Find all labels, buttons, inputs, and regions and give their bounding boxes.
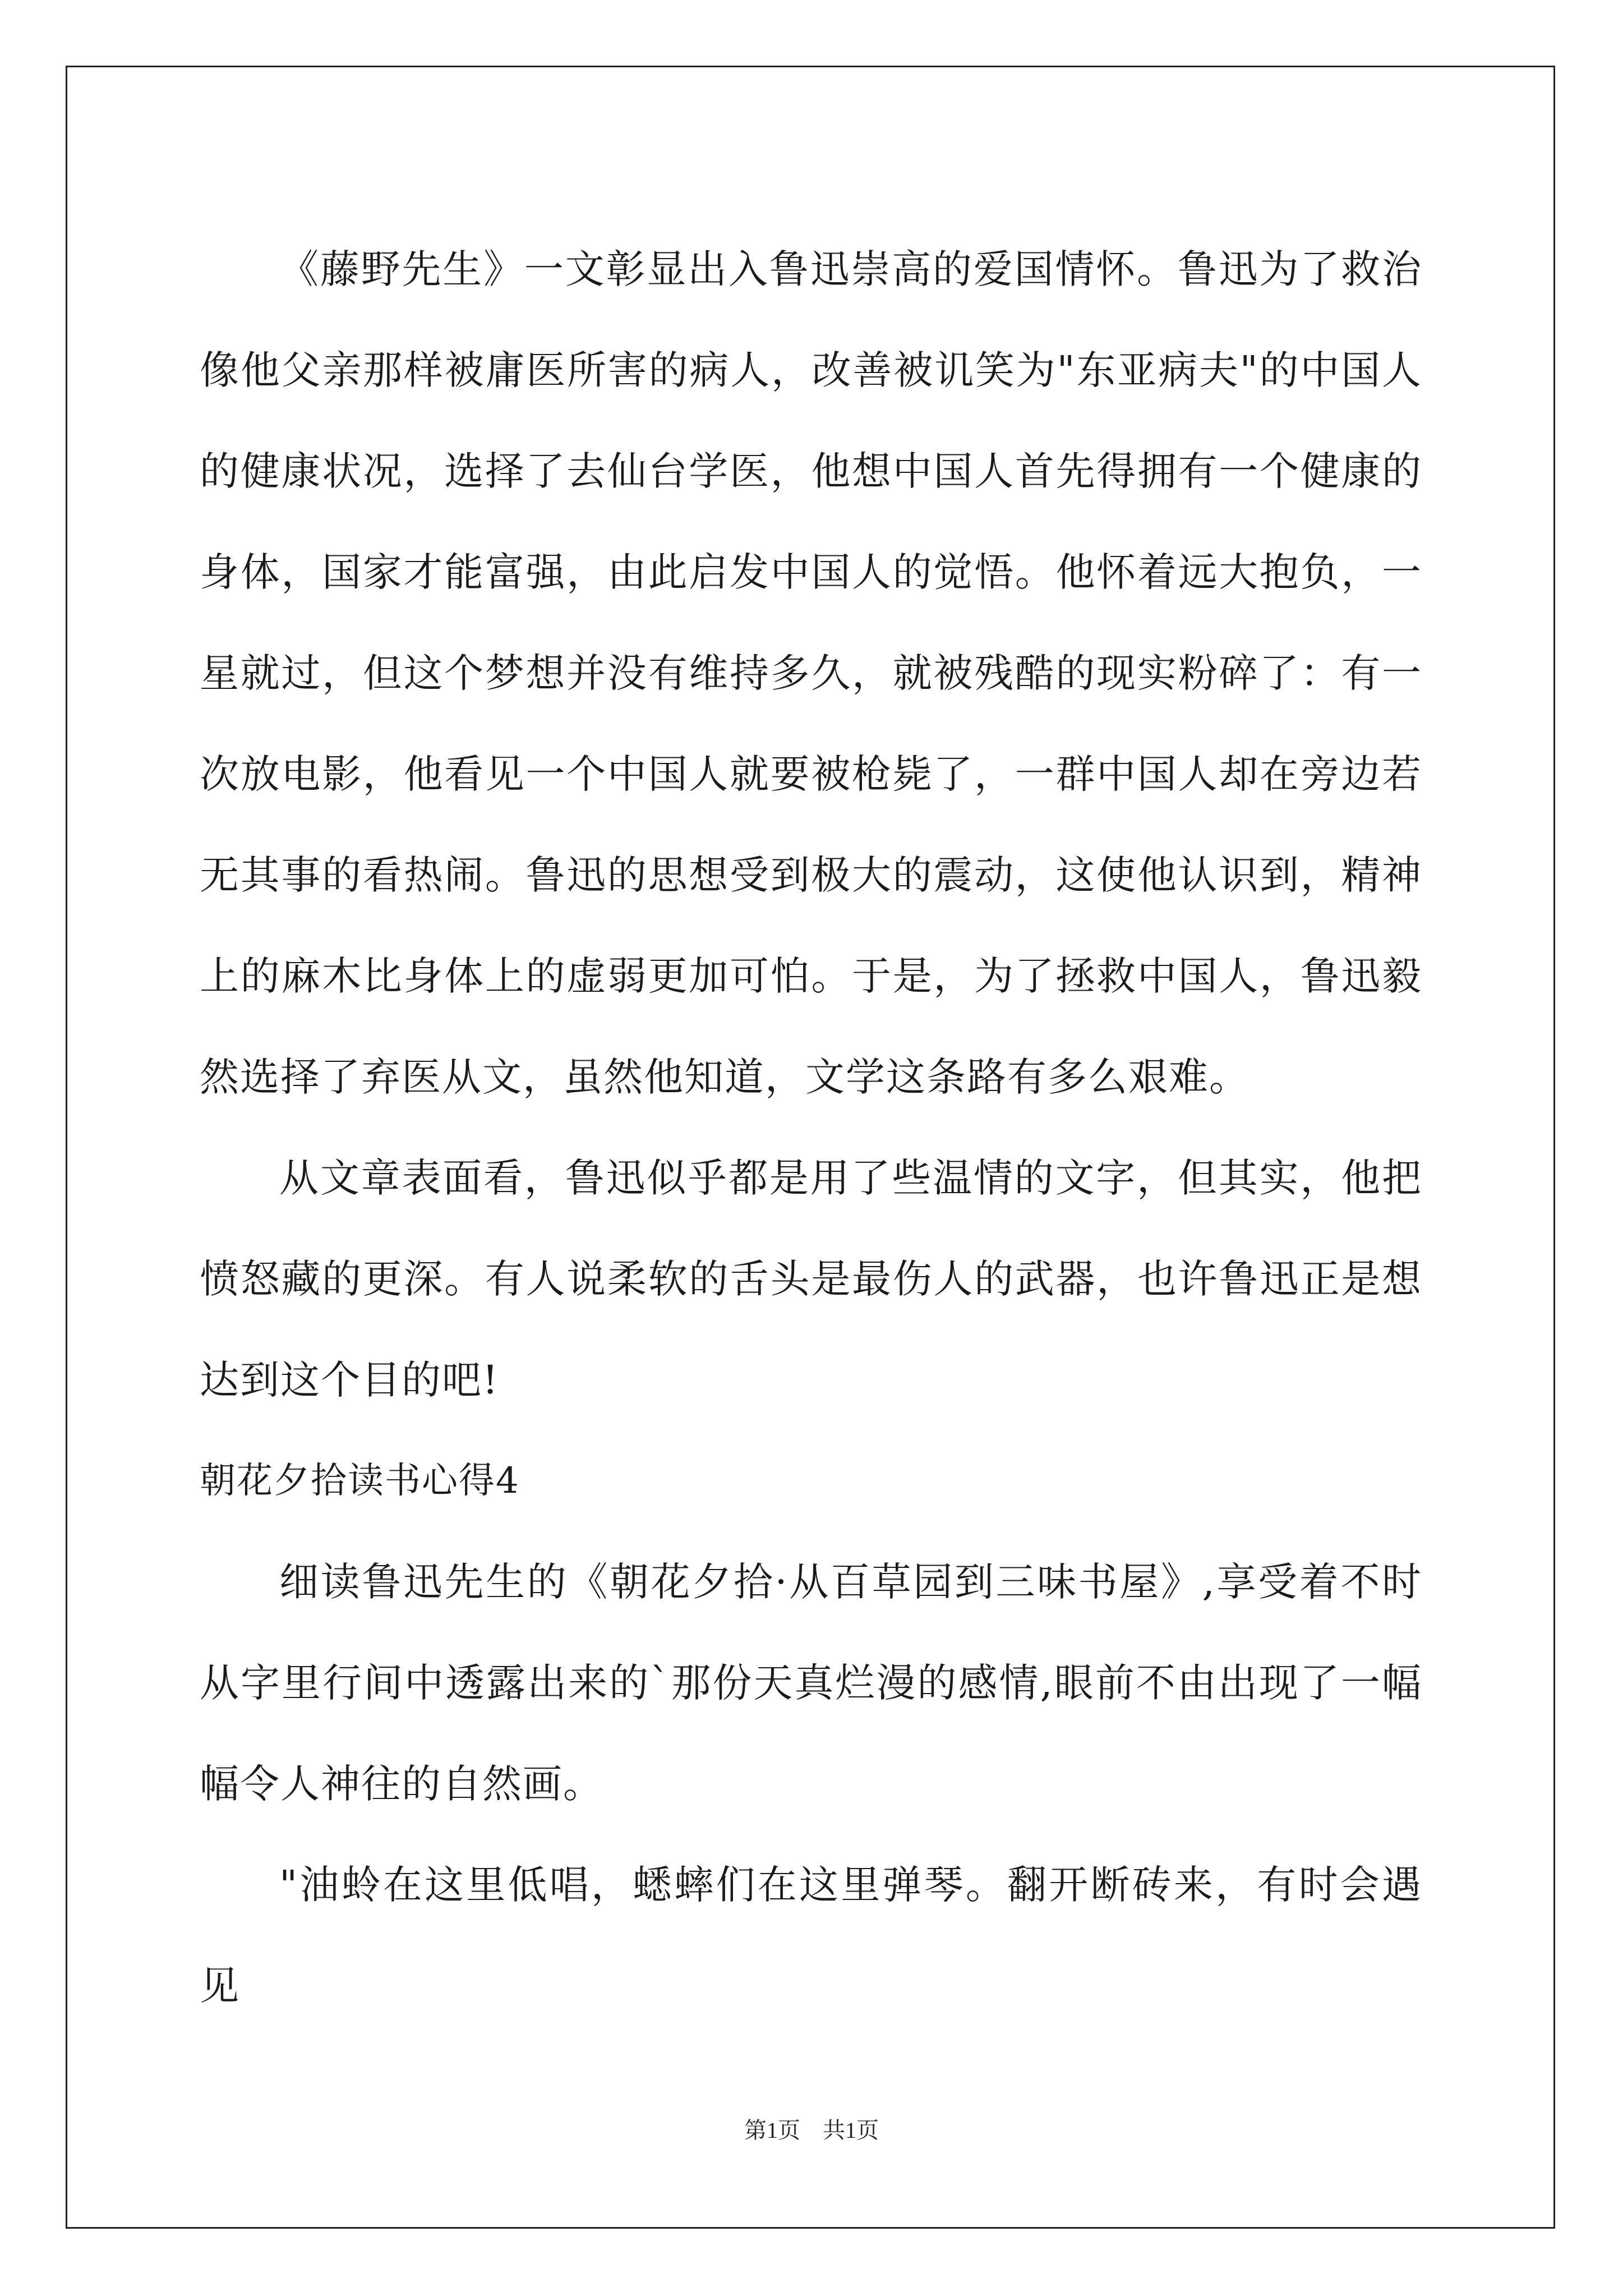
paragraph-1: 《藤野先生》一文彰显出入鲁迅崇高的爱国情怀。鲁迅为了救治像他父亲那样被庸医所害的病人，改善被讥笑为"东亚病夫"的中国人的健康状况，选择了去仙台学医，他想中国人首先得拥有一个健康的身体，国家才能富强，由此启发中国人的觉悟。他怀着远大抱负，一星就过，但这个梦想并没有维持多久，就被残酷的现实粉碎了：有一次放电影，他看见一个中国人就要被枪毙了，一群中国人却在旁边若无其事的看热闹。鲁迅的思想受到极大的震动，这使他认识到，精神上的麻木比身体上的虚弱更加可怕。于是，为了拯救中国人，鲁迅毅然选择了弃医从文，虽然他知道，文学这条路有多么艰难。 <box>200 246 1422 1100</box>
document-body <box>200 219 1422 2036</box>
page-number-footer: 第1页 共1页 <box>744 2118 879 2143</box>
section-heading: 朝花夕拾读书心得4 <box>200 1460 520 1502</box>
paragraph-4: "油蛉在这里低唱，蟋蟀们在这里弹琴。翻开断砖来，有时会遇见 <box>200 1862 1422 2009</box>
paragraph-3: 细读鲁迅先生的《朝花夕拾·从百草园到三味书屋》,享受着不时从字里行间中透露出来的`那份天真烂漫的感情,眼前不由出现了一幅幅令人神往的自然画。 <box>200 1559 1422 1807</box>
paragraph-2: 从文章表面看，鲁迅似乎都是用了些温情的文字，但其实，他把愤怒藏的更深。有人说柔软的舌头是最伤人的武器，也许鲁迅正是想达到这个目的吧! <box>200 1155 1422 1403</box>
